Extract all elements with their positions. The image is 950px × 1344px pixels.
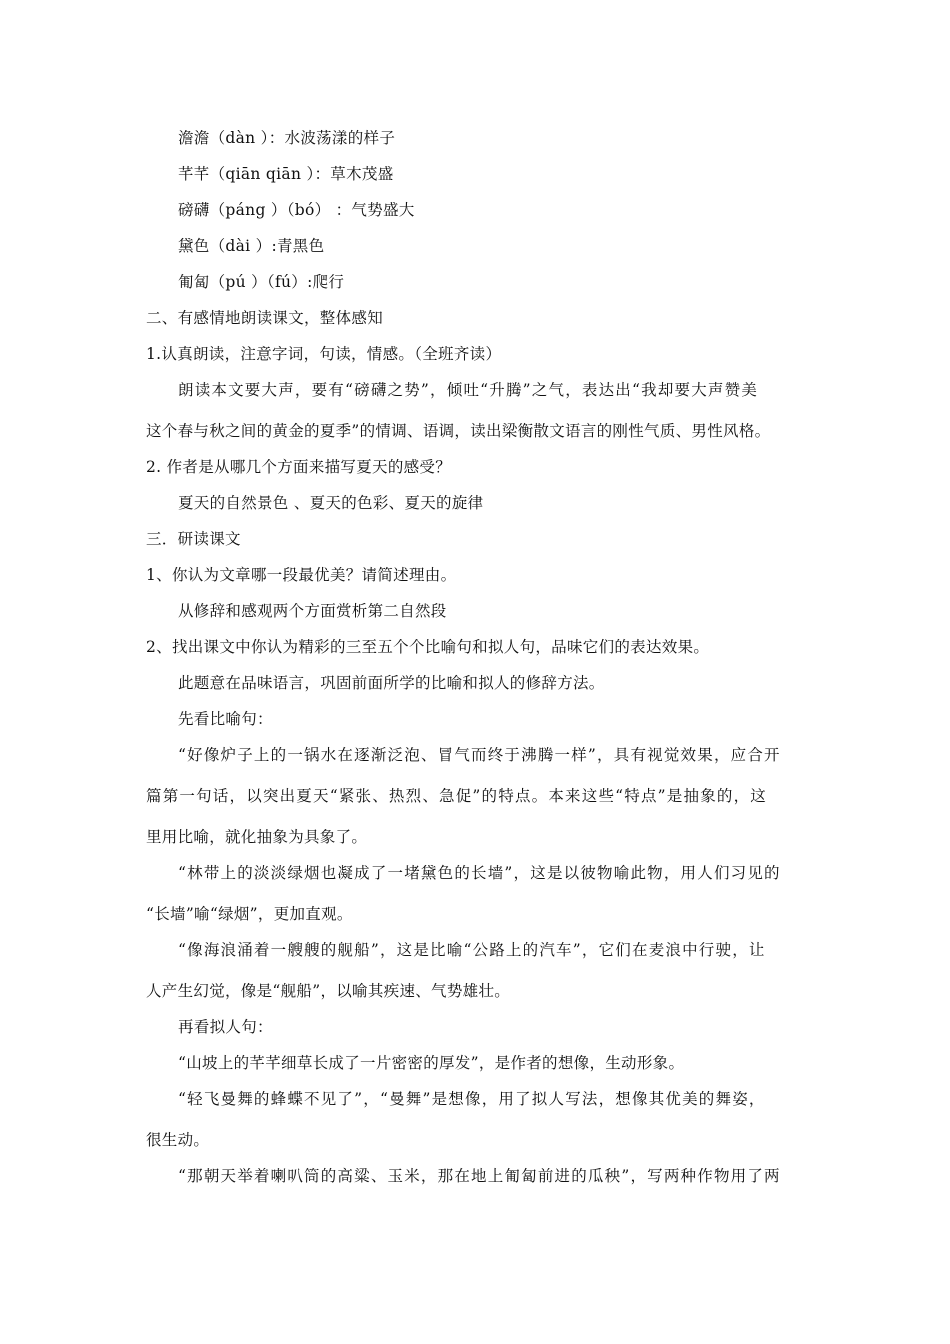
vocab-item-qianqian: 芊芊（qiān qiān ）：草木茂盛	[178, 165, 394, 183]
vocab-item-pufu: 匍匐（pú ）（fú）:爬行	[178, 273, 345, 291]
paragraph-line: 此题意在品味语言，巩固前面所学的比喻和拟人的修辞方法。	[178, 674, 605, 692]
subheading-personification: 再看拟人句：	[178, 1018, 273, 1036]
paragraph-line: “像海浪涌着一艘艘的舰船”，这是比喻“公路上的汽车”，它们在麦浪中行驶，让	[178, 941, 766, 959]
paragraph-line: 这个春与秋之间的黄金的夏季”的情调、语调，读出梁衡散文语言的刚性气质、男性风格。	[146, 422, 771, 440]
paragraph-line: “林带上的淡淡绿烟也凝成了一堵黛色的长墙”，这是以彼物喻此物，用人们习见的	[178, 864, 781, 882]
paragraph-line: “长墙”喻“绿烟”，更加直观。	[146, 905, 353, 923]
vocab-item-pangbo: 磅礴（páng ）（bó） ：气势盛大	[178, 201, 415, 219]
section-heading-2: 二、有感情地朗读课文，整体感知	[146, 309, 384, 327]
paragraph-line: 朗读本文要大声，要有“磅礴之势”，倾吐“升腾”之气，表达出“我却要大声赞美	[178, 381, 759, 399]
answer-line: 夏天的自然景色 、夏天的色彩、夏天的旋律	[178, 494, 484, 512]
paragraph-line: 人产生幻觉，像是“舰船”，以喻其疾速、气势雄壮。	[146, 982, 511, 1000]
section-heading-3: 三．研读课文	[146, 530, 241, 548]
vocab-item-dandan: 澹澹（dàn ）：水波荡漾的样子	[178, 129, 396, 147]
subheading-metaphor: 先看比喻句：	[178, 710, 273, 728]
paragraph-line: “山坡上的芊芊细草长成了一片密密的厚发”，是作者的想像，生动形象。	[178, 1054, 685, 1072]
question-2: 2. 作者是从哪几个方面来描写夏天的感受？	[146, 458, 452, 476]
paragraph-line: 里用比喻，就化抽象为具象了。	[146, 828, 368, 846]
paragraph-line: “好像炉子上的一锅水在逐渐泛泡、冒气而终于沸腾一样”，具有视觉效果，应合开	[178, 746, 781, 764]
answer-line: 从修辞和感观两个方面赏析第二自然段	[178, 602, 447, 620]
paragraph-line: “那朝天举着喇叭筒的高粱、玉米，那在地上匍匐前进的瓜秧”，写两种作物用了两	[178, 1167, 781, 1185]
paragraph-line: 很生动。	[146, 1131, 210, 1149]
question-3-1: 1、你认为文章哪一段最优美？请简述理由。	[146, 566, 457, 584]
paragraph-line: 篇第一句话，以突出夏天“紧张、热烈、急促”的特点。本来这些“特点”是抽象的，这	[146, 787, 767, 805]
vocab-item-daise: 黛色（dài ）:青黑色	[178, 237, 325, 255]
question-1: 1.认真朗读，注意字词，句读，情感。（全班齐读）	[146, 345, 502, 363]
paragraph-line: “轻飞曼舞的蜂蝶不见了”，“曼舞”是想像，用了拟人写法，想像其优美的舞姿，	[178, 1090, 766, 1108]
question-3-2: 2、找出课文中你认为精彩的三至五个个比喻句和拟人句，品味它们的表达效果。	[146, 638, 710, 656]
